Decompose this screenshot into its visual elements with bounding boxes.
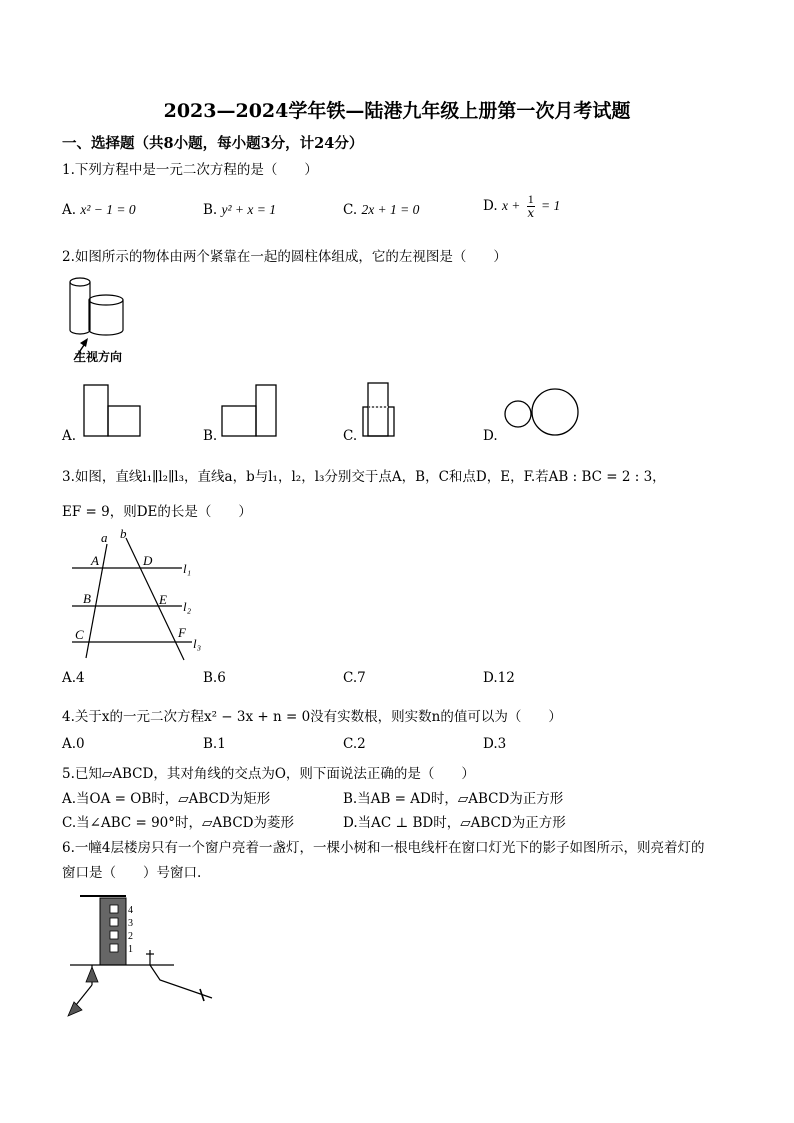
window-2 bbox=[110, 931, 118, 939]
q1-option-d-pre: x + bbox=[501, 198, 521, 213]
floor-label-2: 2 bbox=[128, 931, 133, 942]
q3-parallel-lines-figure bbox=[64, 526, 214, 662]
q4-option-a[interactable]: A.0 bbox=[62, 736, 85, 752]
floor-label-4: 4 bbox=[128, 905, 133, 916]
q2-option-d-label[interactable]: D. bbox=[483, 428, 498, 444]
question-1-stem: 1.下列方程中是一元二次方程的是（ ） bbox=[62, 162, 318, 178]
q2-option-b-label[interactable]: B. bbox=[203, 428, 218, 444]
label-a: a bbox=[101, 530, 108, 545]
question-3-line-1: 3.如图，直线l₁∥l₂∥l₃，直线a，b与l₁，l₂，l₃分别交于点A，B，C和点D，E，F.若AB : BC = 2 : 3， bbox=[62, 469, 666, 485]
q5-option-d[interactable]: D.当AC ⊥ BD时，▱ABCD为正方形 bbox=[343, 815, 566, 831]
q2-direction-label: 主视方向 bbox=[74, 350, 123, 364]
q3-option-c[interactable]: C.7 bbox=[343, 670, 366, 686]
window-3 bbox=[110, 918, 118, 926]
q4-option-d[interactable]: D.3 bbox=[483, 736, 507, 752]
section-heading: 一、选择题（共8小题，每小题3分，计24分） bbox=[62, 135, 364, 152]
label-C: C bbox=[75, 627, 84, 642]
question-6-line-1: 6.一幢4层楼房只有一个窗户亮着一盏灯，一棵小树和一根电线杆在窗口灯光下的影子如图所示，则亮着灯的 bbox=[62, 840, 705, 856]
q1-option-b-label: B. bbox=[203, 202, 218, 218]
q2-option-b-figure bbox=[218, 382, 282, 440]
fraction-numerator: 1 bbox=[527, 192, 534, 206]
short-cylinder-top bbox=[89, 295, 123, 305]
q3-option-b[interactable]: B.6 bbox=[203, 670, 226, 686]
q1-option-a-math: x² − 1 = 0 bbox=[80, 202, 136, 217]
question-4-stem: 4.关于x的一元二次方程x² − 3x + n = 0没有实数根，则实数n的值可以为（ ） bbox=[62, 709, 562, 725]
q2-option-c-figure bbox=[358, 380, 402, 440]
q6-building-shadow-figure bbox=[62, 890, 222, 1022]
pole-shadow bbox=[150, 965, 212, 998]
label-F: F bbox=[178, 625, 186, 640]
question-5-stem: 5.已知▱ABCD，其对角线的交点为O，则下面说法正确的是（ ） bbox=[62, 766, 475, 782]
label-D: D bbox=[143, 553, 153, 568]
q2-option-a-label[interactable]: A. bbox=[62, 428, 77, 444]
question-3-line-2: EF = 9，则DE的长是（ ） bbox=[62, 504, 252, 520]
q1-option-c-math: 2x + 1 = 0 bbox=[361, 202, 420, 217]
q1-option-a-label: A. bbox=[62, 202, 77, 218]
q2-option-d-figure bbox=[500, 388, 582, 438]
q5-option-c[interactable]: C.当∠ABC = 90°时，▱ABCD为菱形 bbox=[62, 815, 294, 831]
label-l1: l₁ bbox=[183, 561, 192, 576]
q1-option-a[interactable] bbox=[62, 202, 136, 218]
page-title: 2023—2024学年铁—陆港九年级上册第一次月考试题 bbox=[163, 100, 631, 122]
floor-label-1: 1 bbox=[128, 944, 133, 955]
q1-option-d-fraction bbox=[527, 193, 535, 220]
q3-option-a[interactable]: A.4 bbox=[62, 670, 85, 686]
window-1 bbox=[110, 944, 118, 952]
q1-option-d-post: = 1 bbox=[541, 198, 561, 213]
q1-option-b[interactable] bbox=[203, 202, 276, 218]
q2-option-c-label[interactable]: C. bbox=[343, 428, 358, 444]
q4-option-b[interactable]: B.1 bbox=[203, 736, 226, 752]
q3-option-d[interactable]: D.12 bbox=[483, 670, 515, 686]
tree-icon bbox=[86, 967, 98, 982]
question-6-line-2: 窗口是（ ）号窗口. bbox=[62, 865, 202, 881]
window-4 bbox=[110, 905, 118, 913]
q1-option-c[interactable] bbox=[343, 202, 419, 218]
label-B: B bbox=[83, 591, 91, 606]
question-2-stem: 2.如图所示的物体由两个紧靠在一起的圆柱体组成，它的左视图是（ ） bbox=[62, 249, 507, 265]
q1-option-d-label: D. bbox=[483, 198, 498, 214]
label-b: b bbox=[120, 526, 127, 541]
fraction-denominator: x bbox=[527, 206, 535, 220]
tall-cylinder-top bbox=[70, 278, 90, 286]
q5-option-a[interactable]: A.当OA = OB时，▱ABCD为矩形 bbox=[62, 791, 271, 807]
q1-option-d[interactable] bbox=[483, 193, 560, 220]
label-A: A bbox=[91, 553, 99, 568]
q1-option-c-label: C. bbox=[343, 202, 358, 218]
q2-option-a-figure bbox=[80, 382, 144, 440]
q4-option-c[interactable]: C.2 bbox=[343, 736, 366, 752]
label-l3: l₃ bbox=[193, 636, 202, 651]
label-E: E bbox=[159, 592, 167, 607]
q1-option-b-math: y² + x = 1 bbox=[221, 202, 277, 217]
floor-label-3: 3 bbox=[128, 918, 133, 929]
label-l2: l₂ bbox=[183, 599, 192, 614]
q5-option-b[interactable]: B.当AB = AD时，▱ABCD为正方形 bbox=[343, 791, 564, 807]
